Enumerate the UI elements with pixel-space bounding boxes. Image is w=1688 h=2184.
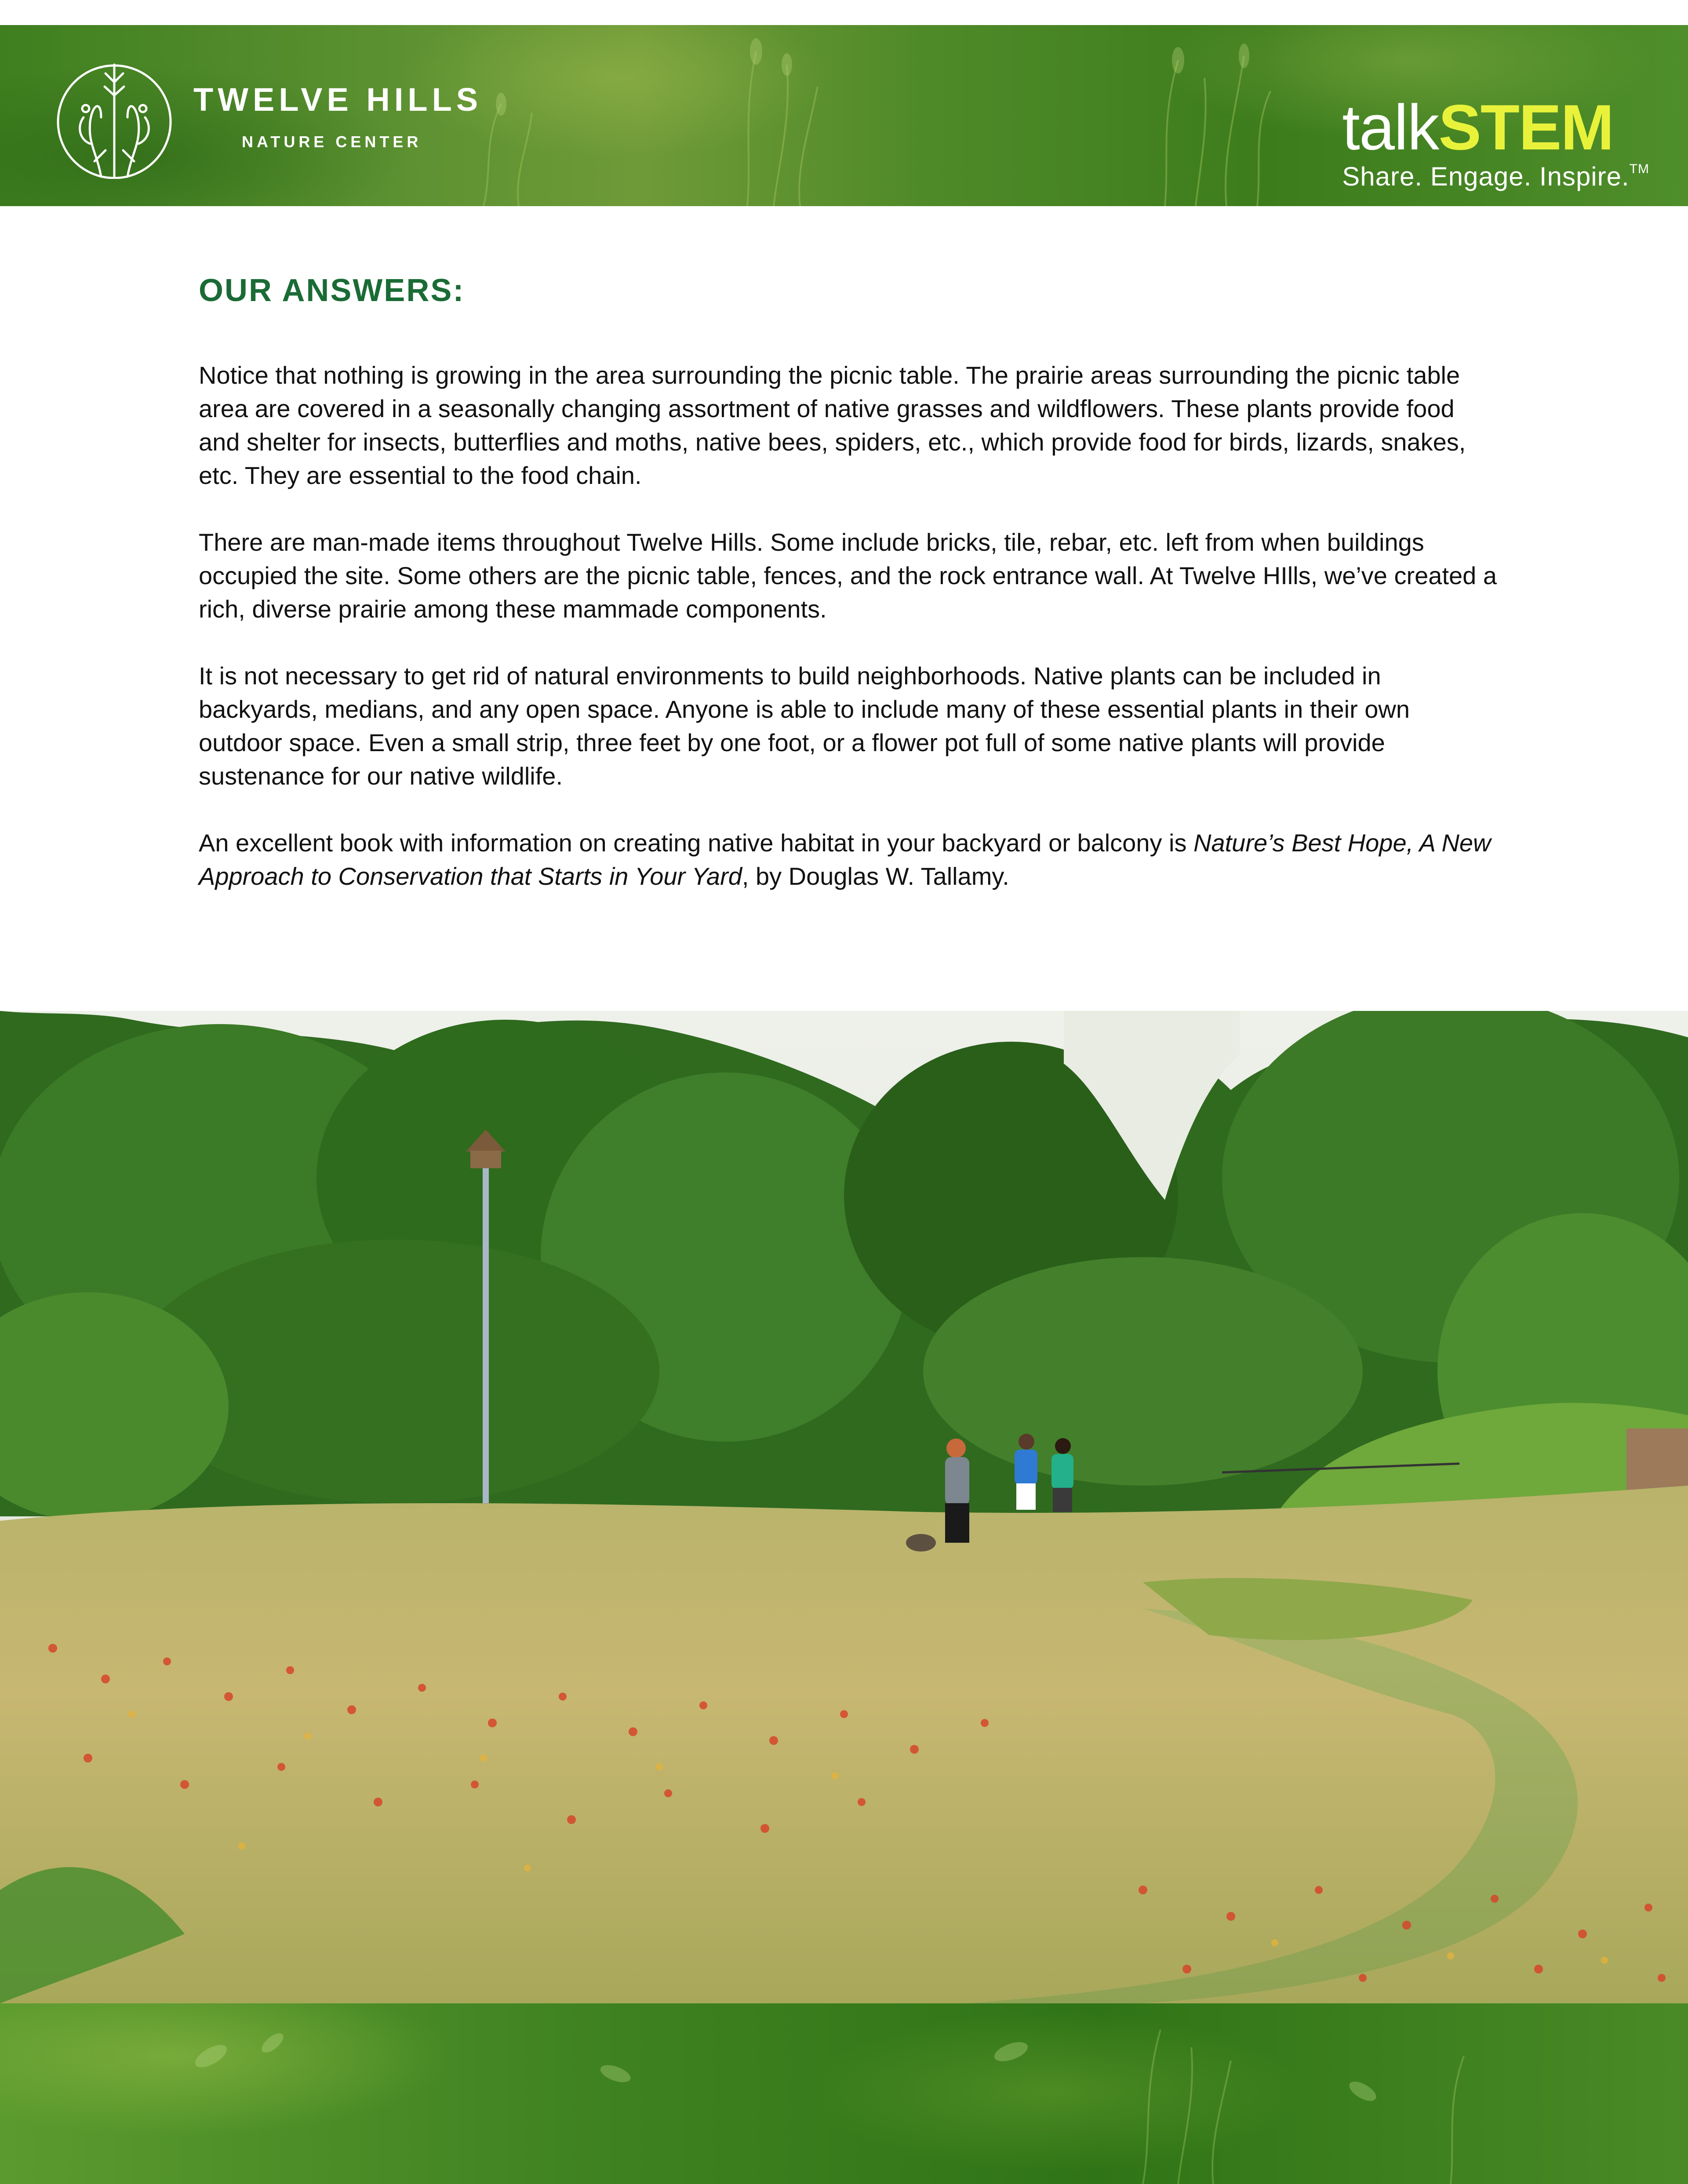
book-author: , by Douglas W. Tallamy.	[742, 862, 1009, 890]
brand-name: TWELVE HILLS	[193, 81, 483, 118]
talkstem-talk: talk	[1342, 91, 1439, 163]
paragraph-3: It is not necessary to get rid of natural environments to build neighborhoods. Native plants can be included in backyards, medians, and any open space. Anyone is able to include many of these essential plants in their own outdoor space. Even a small strip, three feet by one foot, or a flower pot full of some native plants will provide sustenance for our native wildlife.	[199, 662, 1410, 790]
paragraph-2: There are man-made items throughout Twelve Hills. Some include bricks, tile, rebar, etc. left from when buildings occupied the site. Some others are the picnic table, fences, and the rock entrance wall. At Twelve HIlls, we’ve created a rich, diverse prairie among these mammade components.	[199, 528, 1497, 623]
brand-subtitle: NATURE CENTER	[242, 133, 422, 151]
trademark-mark: TM	[1629, 162, 1649, 176]
twelve-hills-logo[interactable]	[53, 56, 482, 179]
footer-grass-texture	[0, 2003, 1688, 2184]
nature-center-emblem-icon	[53, 56, 176, 179]
answers-section	[199, 273, 1500, 927]
footer-banner	[0, 2003, 1688, 2184]
book-title: Nature’s Best Hope, A New Approach to Conservation that Starts in Your Yard	[199, 829, 1491, 890]
paragraph-4	[199, 826, 1500, 893]
prairie-photo	[0, 1011, 1688, 2003]
book-intro: An excellent book with information on creating native habitat in your backyard or balcony is	[199, 829, 1194, 857]
talkstem-tagline: Share. Engage. Inspire.	[1342, 162, 1630, 191]
prairie-scene	[0, 1011, 1688, 2003]
header-banner	[0, 25, 1688, 206]
talkstem-stem: STEM	[1438, 91, 1614, 163]
page-title: OUR ANSWERS:	[199, 273, 465, 308]
talkstem-logo[interactable]	[1342, 91, 1649, 192]
paragraph-1: Notice that nothing is growing in the area surrounding the picnic table. The prairie areas surrounding the picnic table area are covered in a seasonally changing assortment of native grasses and wildflowers. These plants provide food and shelter for insects, butterflies and moths, native bees, spiders, etc., which provide food for birds, lizards, snakes, etc. They are essential to the food chain.	[199, 361, 1466, 489]
